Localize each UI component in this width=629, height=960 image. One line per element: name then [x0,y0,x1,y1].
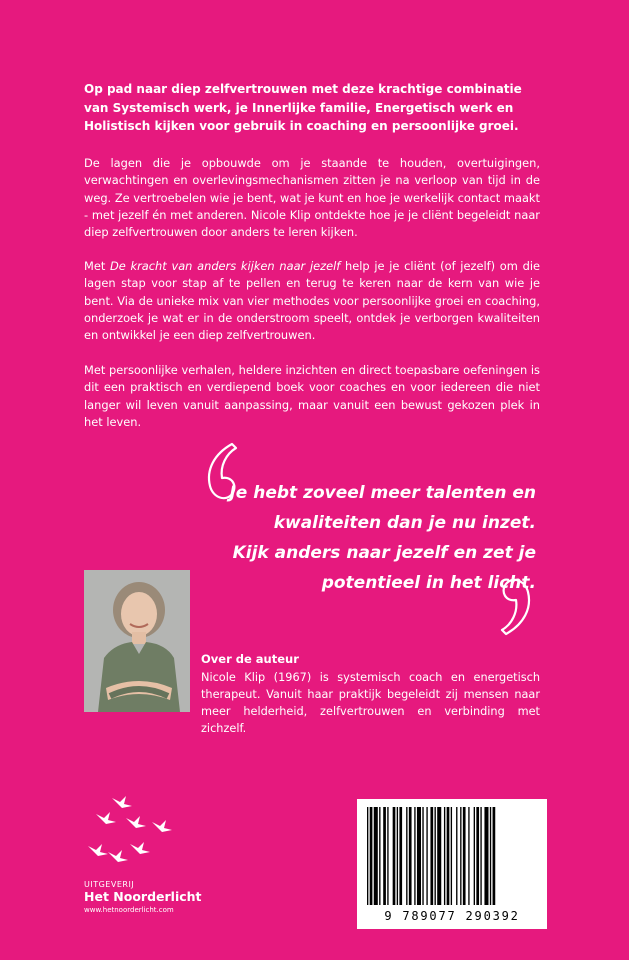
quote-line-3: Kijk anders naar jezelf en zet je [232,543,536,563]
quote-line-1: Je hebt zoveel meer talenten en [229,483,536,503]
barcode-bar [406,807,407,905]
barcode-bar [476,807,479,905]
barcode-bar [456,807,457,905]
quote-line-2: kwaliteiten dan je nu inzet. [273,513,536,533]
book-title: De kracht van anders kijken naar jezelf [110,259,341,273]
paragraph-3: Met persoonlijke verhalen, heldere inzichten en direct toepasbare oefeningen is dit een praktisch en verdiepend boek voor coaches en voor iedereen die niet langer wil leven vanuit aanpassing, maar vanuit een bewust gekozen plek in het leven. [84,363,540,429]
barcode-bar [468,807,469,905]
isbn-number: 9 789077 290392 [384,909,520,923]
barcode-bar [463,807,466,905]
barcode-bar [447,807,450,905]
barcode-bar [393,807,396,905]
barcode-bar [383,807,386,905]
author-bio: Nicole Klip (1967) is systemisch coach en energetisch therapeut. Vanuit haar praktijk begeleidt zij mensen naar meer helderheid, zelfvertrouwen en verbinding met zichzelf. [201,671,540,735]
author-photo [84,570,190,712]
barcode-bar [451,807,452,905]
barcode-bar [374,807,378,905]
barcode-bar [430,807,433,905]
barcode-bar [474,807,475,905]
barcode-bar [417,807,421,905]
quote-close-icon [492,566,536,638]
barcode-bar [460,807,461,905]
barcode-bar [409,807,412,905]
barcode-bar [426,807,427,905]
barcode-bar [370,807,373,905]
paragraph-1: De lagen die je opbouwde om je staande te houden, overtuigingen, verwachtingen en overlevingsmechanismen zitten je na verloop van tijd in de weg. Ze vertroebelen wie je bent, wat je kunt en hoe je werkelijk contact maakt - met jezelf én met anderen. Nicole Klip ontdekte hoe je je cliënt begeleidt naar diep zelfvertrouwen door anders te leren kijken. [84,156,540,240]
barcode-bar [437,807,441,905]
author-heading: Over de auteur [201,652,299,666]
barcode-bar [397,807,398,905]
barcode-bar [414,807,415,905]
barcode-bar [367,807,368,905]
author-portrait-illustration [84,570,190,712]
barcode-bar [422,807,423,905]
paragraph-2-after: help je je cliënt (of jezelf) om die lagen stap voor stap af te pellen en terug te keren naar de kern van wie je bent. Via de unieke mix van vier methodes voor persoonlijke groei en coaching, onderzoek je wat er in de onderstroom speelt, ontdek je verborgen kwaliteiten en ontwikkel je een diep zelfvertrouwen. [84,259,540,343]
intro-text: Op pad naar diep zelfvertrouwen met deze krachtige combinatie van Systemisch werk, je Innerlijke familie, Energetisch werk en Holistisch kijken voor gebruik in coaching en persoonlijke groei. [84,82,522,133]
barcode-bar [444,807,445,905]
paragraph-2 [84,258,540,344]
pull-quote [196,478,536,598]
barcode-bar [387,807,388,905]
barcode-bar [379,807,380,905]
publisher-label: UITGEVERIJ [84,880,135,889]
publisher-url: www.hetnoorderlicht.com [84,906,174,914]
quote-line-4: potentieel in het licht. [321,573,536,593]
barcode-bar [493,807,496,905]
barcode [357,799,547,929]
barcode-bar [490,807,491,905]
birds-icon [82,792,192,872]
barcode-bars [365,807,539,911]
publisher-name: Het Noorderlicht [84,889,202,904]
barcode-bar [484,807,488,905]
publisher-logo [82,792,232,922]
barcode-bar [435,807,436,905]
paragraph-2-before: Met [84,259,111,273]
barcode-bar [480,807,481,905]
barcode-bar [399,807,402,905]
